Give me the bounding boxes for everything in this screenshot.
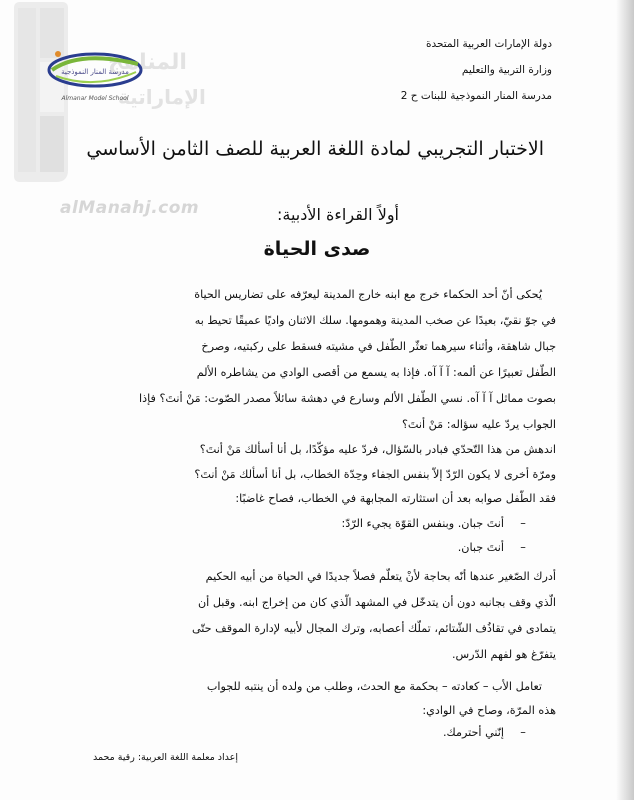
watermark-arabic-1: المناهج	[108, 50, 187, 75]
paragraph-line: الجواب يردّ عليه سؤاله: مَنْ أنتَ؟	[401, 418, 556, 431]
watermark-site: alManahj.com	[60, 198, 200, 218]
dialogue-bullet: –أنتَ جبان.	[457, 541, 526, 554]
paragraph-line: يتفرّغ هو لفهم الدّرس.	[451, 648, 556, 661]
paragraph-line: فقد الطّفل صوابه بعد أن استثارته المجابهة في الخطاب، فصاح غاضبًا:	[235, 492, 556, 505]
story-title: صدى الحياة	[263, 238, 371, 260]
paragraph-line: يُحكى أنّ أحد الحكماء خرج مع ابنه خارج المدينة ليعرّفه على تضاريس الحياة	[194, 288, 542, 301]
header-country: دولة الإمارات العربية المتحدة	[425, 38, 552, 50]
school-logo	[40, 40, 150, 110]
paragraph-line: الّذي وقف بجانبه دون أن يتدخّل في المشهد الّذي كان من إخراج ابنه. وقبل أن	[197, 596, 556, 609]
dialogue-bullet: –أنتَ جبان. وبنفس القوّة يجيء الرّدّ:	[341, 517, 526, 530]
svg-text:مدرسة المنار النموذجية: مدرسة المنار النموذجية	[61, 68, 129, 76]
footer-author: إعداد معلمة اللغة العربية: رقية محمد	[93, 752, 238, 763]
paragraph-line: أدرك الصّغير عندها أنّه بحاجة لأنْ يتعلّم فصلاً جديدًا في الحياة من أبيه الحكيم	[205, 570, 556, 583]
watermark-arabic-2: الإماراتية	[118, 85, 206, 109]
paragraph-line: بصوت مماثل آ آ آه. نسي الطّفل الألم وسارع في دهشة سائلاً مصدر الصّوت: مَنْ أنتَ؟ فإذا	[139, 392, 556, 405]
paragraph-line: هذه المرّة، وصاح في الوادي:	[422, 704, 556, 717]
paragraph-line: الطّفل تعبيرًا عن ألمه: آ آ آه. فإذا به يسمع من أقصى الوادي من يشاطره الألم	[196, 366, 556, 379]
paragraph-line: جبال شاهقة، وأثناء سيرهما تعثّر الطّفل في مشيته فسقط على ركبتيه، وصرخ	[201, 340, 556, 353]
exam-title: الاختبار التجريبي لمادة اللغة العربية للصف الثامن الأساسي	[86, 138, 544, 160]
section-title: أولاً القراءة الأدبية:	[276, 205, 399, 224]
logo-caption: Almanar Model School	[61, 95, 129, 102]
paragraph-line: يتمادى في تقاذُف الشّتائم، تملّك أعصابه، وترك المجال لأبيه لإدارة الموقف حتّى	[191, 622, 556, 635]
page-edge-shadow	[616, 0, 634, 800]
paragraph-line: تعامل الأب – كعادته – بحكمة مع الحدث، وطلب من ولده أن ينتبه للجواب	[206, 680, 542, 693]
paragraph-line: في جوّ نقيّ، بعيدًا عن صخب المدينة وهمومها. سلك الاثنان واديًا عميقًا تحيط به	[194, 314, 556, 327]
paragraph-line: ومرّة أخرى لا يكون الرّدّ إلاّ بنفس الجفاء وحِدّة الخطاب، بل أنا أسألك مَنْ أنتَ؟	[194, 468, 556, 481]
paragraph-line: اندهش من هذا التّحدّي فبادر بالسّؤال، فردّ عليه مؤكّدًا، بل أنا أسألك مَنْ أنتَ؟	[199, 443, 556, 456]
dialogue-bullet: –إنّني أحترمك.	[442, 726, 526, 739]
header-ministry: وزارة التربية والتعليم	[461, 64, 552, 76]
header-school: مدرسة المنار النموذجية للبنات ح 2	[400, 90, 552, 102]
